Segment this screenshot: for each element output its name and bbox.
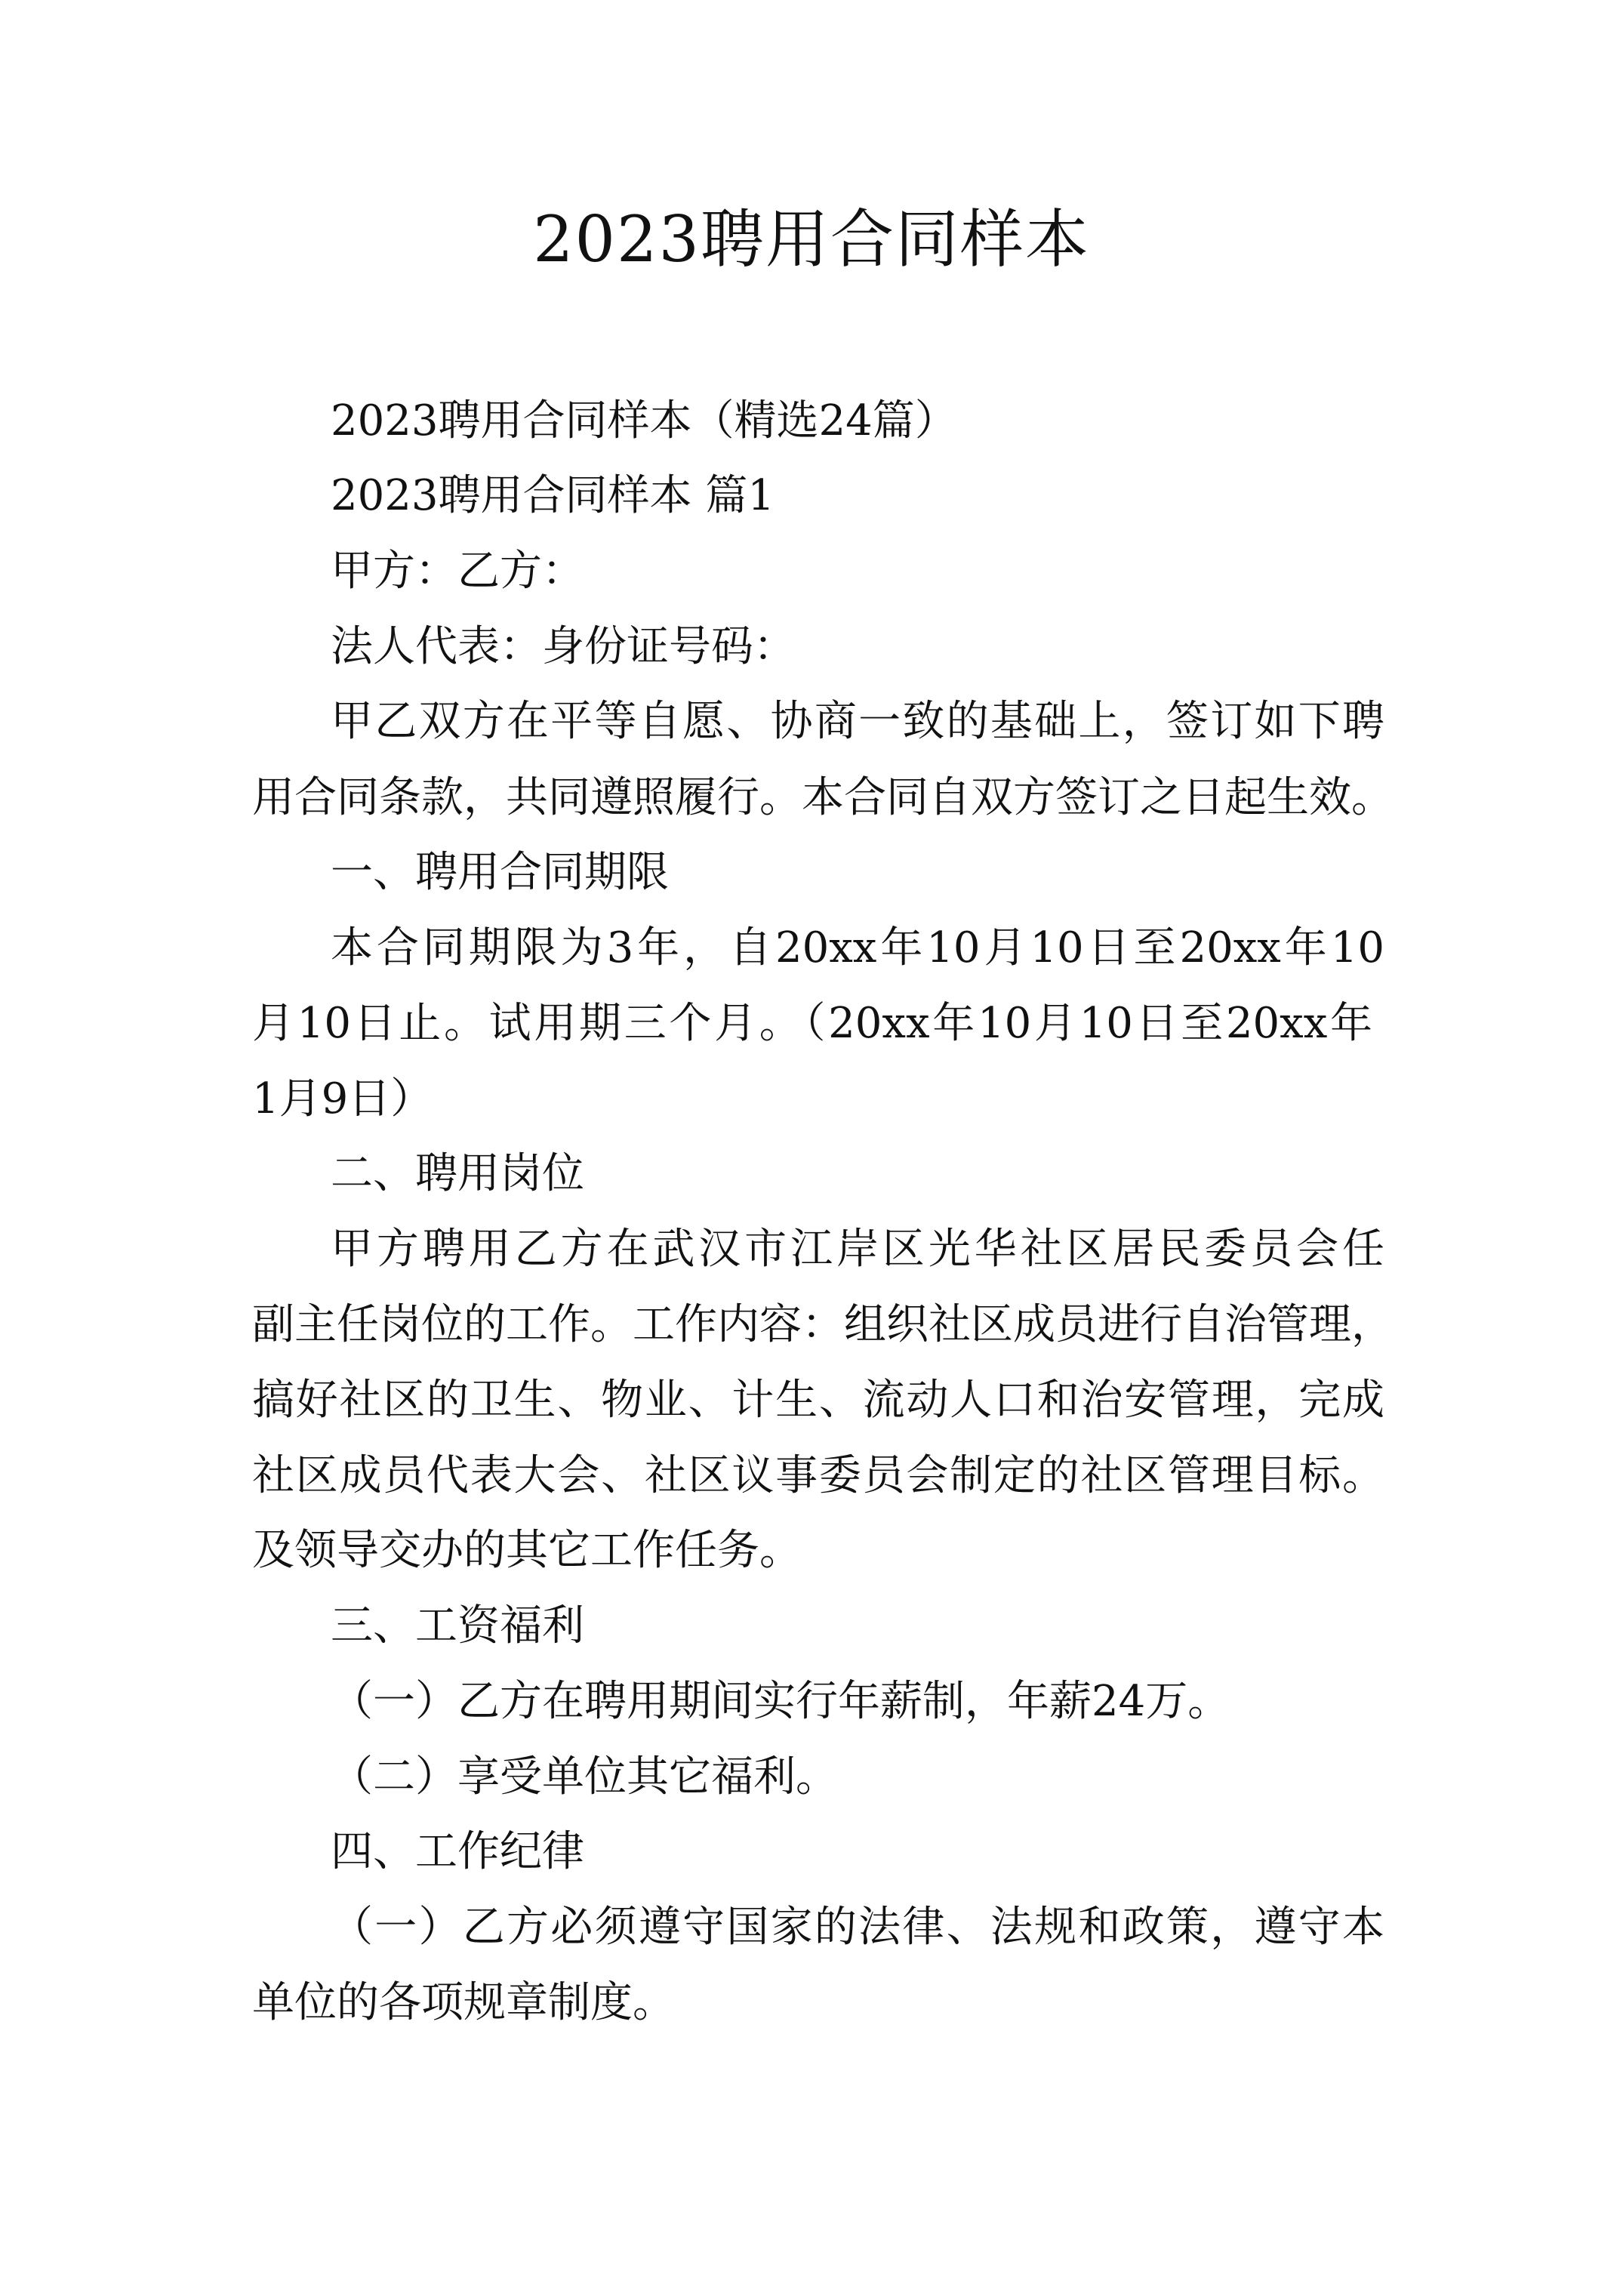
section-2-line-5: 及领导交办的其它工作任务。 (252, 1526, 802, 1575)
section-1-line-3: 1月9日） (252, 1074, 433, 1123)
section-2-line-2: 副主任岗位的工作。工作内容：组织社区成员进行自治管理， (252, 1300, 1394, 1349)
section-2-heading: 二、聘用岗位 (331, 1149, 584, 1198)
section-1-line-1: 本合同期限为3年，自20xx年10月10日至20xx年10 (331, 923, 1384, 972)
section-4-heading: 四、工作纪律 (331, 1827, 584, 1876)
party-line: 甲方：乙方： (331, 547, 584, 596)
section-1-heading: 一、聘用合同期限 (331, 848, 669, 897)
section-2-line-3: 搞好社区的卫生、物业、计生、流动人口和治安管理，完成 (252, 1376, 1384, 1425)
intro-paragraph-line-2: 用合同条款，共同遵照履行。本合同自双方签订之日起生效。 (252, 773, 1394, 822)
intro-paragraph-line-1: 甲乙双方在平等自愿、协商一致的基础上，签订如下聘 (331, 697, 1384, 746)
section-4-line-1: （一）乙方必须遵守国家的法律、法规和政策，遵守本 (331, 1903, 1384, 1952)
section-4-line-2: 单位的各项规章制度。 (252, 1978, 675, 2027)
section-2-line-4: 社区成员代表大会、社区议事委员会制定的社区管理目标。 (252, 1451, 1384, 1500)
section-3-item-1: （一）乙方在聘用期间实行年薪制，年薪24万。 (331, 1677, 1230, 1726)
section-3-heading: 三、工资福利 (331, 1601, 584, 1650)
document-subtitle: 2023聘用合同样本（精选24篇） (331, 396, 957, 445)
section-3-item-2: （二）享受单位其它福利。 (331, 1752, 838, 1801)
section-1-line-2: 月10日止。试用期三个月。（20xx年10月10日至20xx年 (252, 999, 1372, 1048)
representative-line: 法人代表：身份证号码： (331, 622, 796, 671)
chapter-heading: 2023聘用合同样本 篇1 (331, 471, 775, 520)
document-title: 2023聘用合同样本 (533, 202, 1090, 276)
section-2-line-1: 甲方聘用乙方在武汉市江岸区光华社区居民委员会任 (331, 1225, 1384, 1274)
